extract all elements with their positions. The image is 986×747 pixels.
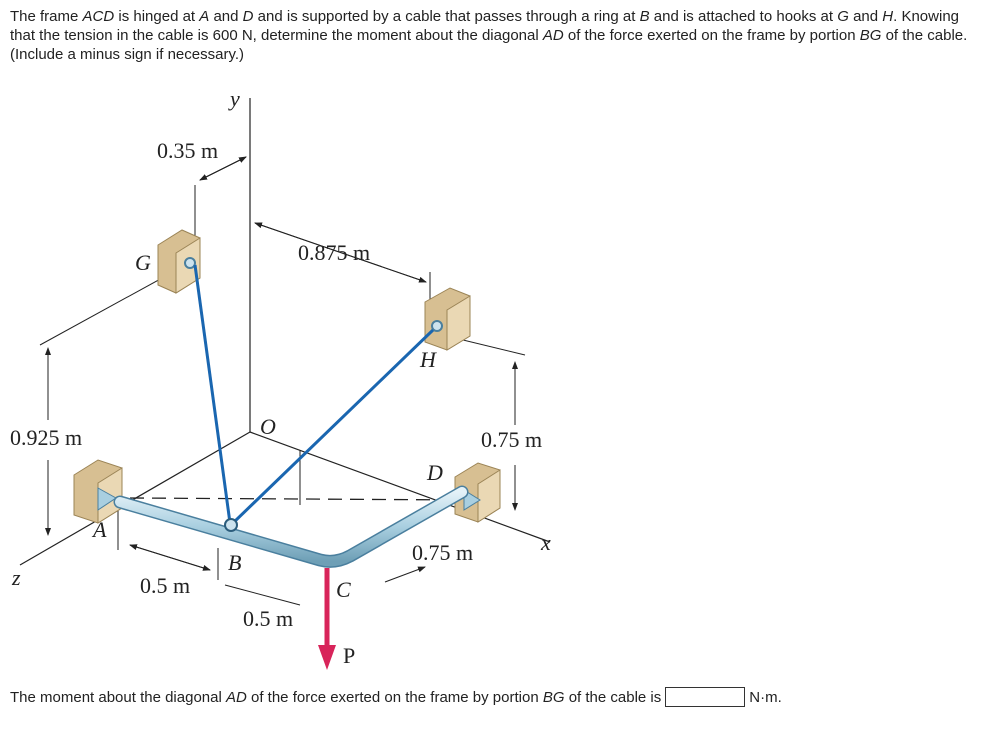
- problem-var: G: [837, 8, 849, 25]
- problem-var: ACD: [82, 8, 115, 25]
- ring-b: [225, 519, 237, 531]
- problem-text: of the cable. (Include a minus sign if necessary.): [10, 27, 968, 63]
- dim-05-left: 0.5 m: [140, 573, 191, 598]
- force-p-arrow: [318, 568, 336, 670]
- problem-statement: [10, 7, 970, 64]
- problem-text: . Knowing that the tension in the cable is 600 N, determine the moment about the diagonal: [10, 8, 959, 44]
- label-y-axis: y: [230, 86, 240, 111]
- bracket-a: [74, 460, 122, 523]
- label-point-o: O: [260, 414, 276, 439]
- problem-var: A: [199, 8, 210, 25]
- problem-var: H: [882, 8, 894, 25]
- label-force-p: P: [343, 643, 356, 668]
- problem-var: BG: [859, 27, 882, 44]
- dim-05-bottom: 0.5 m: [243, 606, 294, 631]
- answer-input[interactable]: [665, 687, 745, 707]
- label-z-axis: z: [12, 565, 21, 590]
- problem-text: is hinged at: [114, 8, 200, 25]
- dim-0875: 0.875 m: [298, 240, 371, 265]
- problem-var: D: [242, 8, 254, 25]
- dim-0925: 0.925 m: [10, 425, 83, 450]
- label-x-axis: x: [541, 530, 551, 555]
- dim-035: 0.35 m: [157, 138, 219, 163]
- answer-unit: N·m.: [749, 688, 782, 706]
- label-point-c: C: [336, 577, 351, 602]
- problem-text: and: [848, 8, 883, 25]
- cable-bg: [195, 265, 230, 523]
- problem-text: and is attached to hooks at: [649, 8, 838, 25]
- answer-row: [10, 687, 782, 707]
- problem-var: B: [639, 8, 650, 25]
- label-point-b: B: [228, 550, 242, 575]
- problem-text: and is supported by a cable that passes through a ring at: [253, 8, 640, 25]
- bracket-g: [158, 230, 200, 293]
- problem-text: of the force exerted on the frame by portion: [563, 27, 860, 44]
- bracket-h: [425, 288, 470, 350]
- label-point-h: H: [420, 347, 436, 372]
- answer-prompt: The moment about the diagonal AD of the force exerted on the frame by portion BG of the cable is: [10, 688, 662, 706]
- label-point-g: G: [135, 250, 151, 275]
- problem-var: AD: [542, 27, 564, 44]
- dim-075-bottom: 0.75 m: [412, 540, 474, 565]
- label-point-d: D: [427, 460, 443, 485]
- dim-075-right: 0.75 m: [481, 427, 543, 452]
- problem-text: The frame: [10, 8, 83, 25]
- dimension-arrows: [48, 157, 515, 605]
- frame-figure: [0, 80, 600, 680]
- problem-text: and: [209, 8, 243, 25]
- label-point-a: A: [93, 517, 107, 542]
